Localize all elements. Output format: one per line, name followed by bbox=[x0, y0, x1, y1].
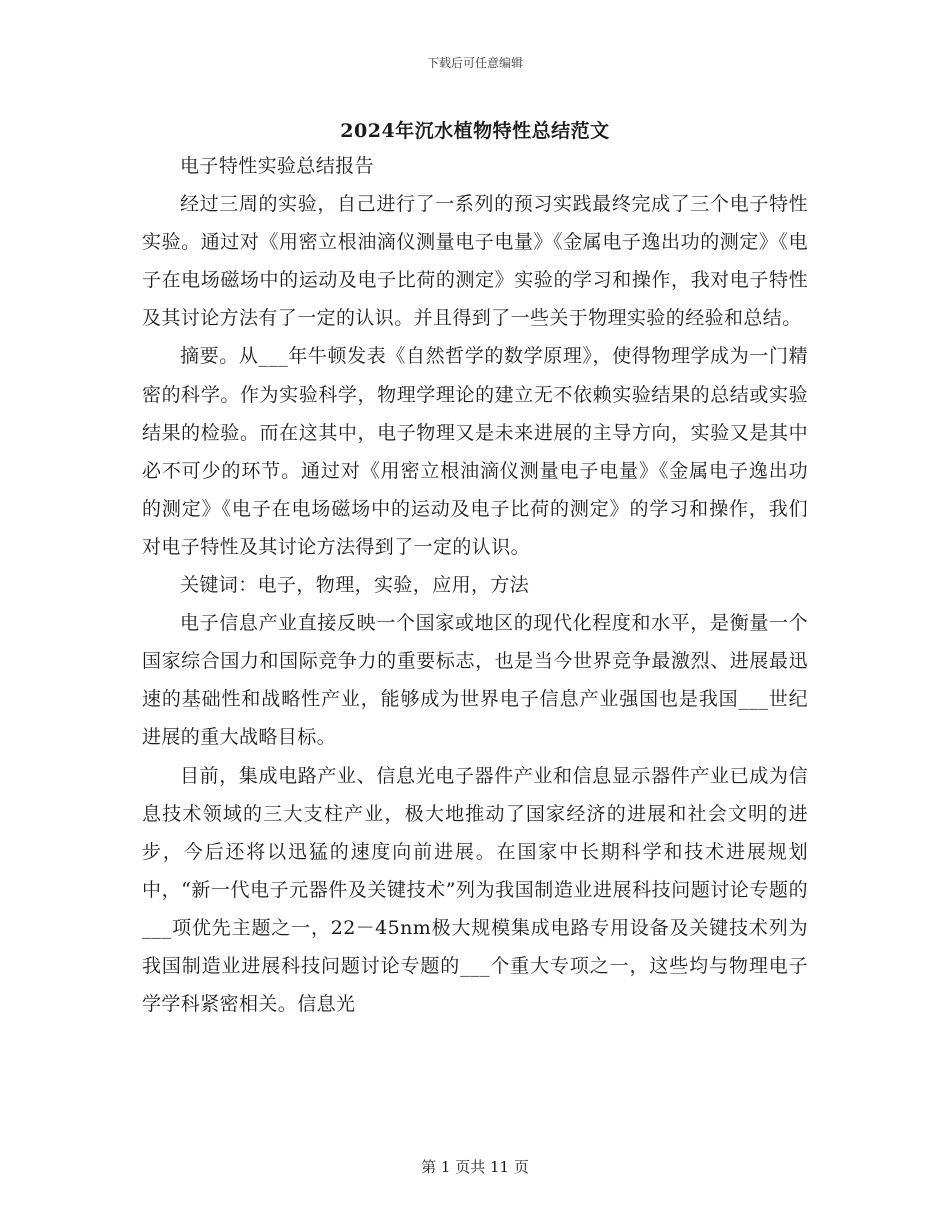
paragraph-intro: 经过三周的实验，自己进行了一系列的预习实践最终完成了三个电子特性实验。通过对《用密立根油滴仪测量电子电量》《金属电子逸出功的测定》《电子在电场磁场中的运动及电子比荷的测定》实验的学习和操作，我对电子特性及其讨论方法有了一定的认识。并且得到了一些关于物理实验的经验和总结。 bbox=[142, 193, 808, 330]
document-title: 2024年沉水植物特性总结范文 bbox=[340, 120, 610, 142]
paragraph-subtitle: 电子特性实验总结报告 bbox=[180, 155, 375, 177]
paragraph-keywords: 关键词：电子，物理，实验，应用，方法 bbox=[180, 574, 530, 597]
page-number: 第 1 页共 11 页 bbox=[421, 1158, 529, 1176]
document-body bbox=[142, 147, 808, 1023]
page-header-note: 下载后可任意编辑 bbox=[426, 56, 523, 70]
paragraph-abstract: 摘要。从___年牛顿发表《自然哲学的数学原理》，使得物理学成为一门精密的科学。作为实验科学，物理学理论的建立无不依赖实验结果的总结或实验结果的检验。而在这其中，电子物理又是未来进展的主导方向，实验又是其中必不可少的环节。通过对《用密立根油滴仪测量电子电量》《金属电子逸出功的测定》《电子在电场磁场中的运动及电子比荷的测定》的学习和操作，我们对电子特性及其讨论方法得到了一定的认识。 bbox=[142, 345, 808, 558]
paragraph-current-status: 目前，集成电路产业、信息光电子器件产业和信息显示器件产业已成为信息技术领域的三大支柱产业，极大地推动了国家经济的进展和社会文明的进步，今后还将以迅猛的速度向前进展。在国家中长期科学和技术进展规划中，“新一代电子元器件及关键技术”列为我国制造业进展科技问题讨论专题的___项优先主题之一，22－45nm极大规模集成电路专用设备及关键技术列为我国制造业进展科技问题讨论专题的___个重大专项之一，这些均与物理电子学学科紧密相关。信息光 bbox=[142, 764, 808, 1016]
paragraph-industry: 电子信息产业直接反映一个国家或地区的现代化程度和水平，是衡量一个国家综合国力和国际竞争力的重要标志，也是当今世界竞争最激烈、进展最迅速的基础性和战略性产业，能够成为世界电子信息产业强国也是我国___世纪进展的重大战略目标。 bbox=[142, 612, 808, 749]
